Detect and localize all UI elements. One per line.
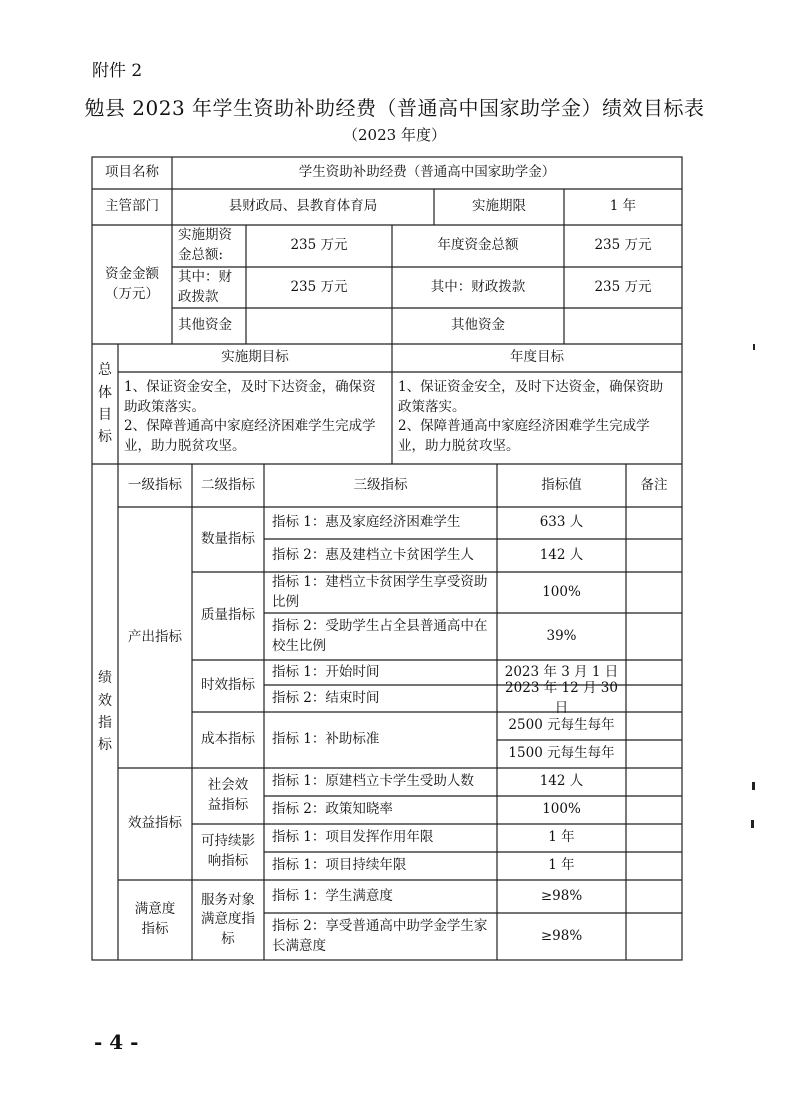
indicator-name: 指标 1：原建档立卡学生受助人数 xyxy=(272,773,474,790)
social-benefit-label: 社会效益指标 xyxy=(207,777,249,813)
indicator-value: 633 人 xyxy=(539,514,584,531)
scan-mark xyxy=(752,782,755,790)
indicator-value: 1 年 xyxy=(548,857,575,874)
department-label: 主管部门 xyxy=(105,198,159,215)
indicator-value: ≥98% xyxy=(540,927,583,944)
indicator-value: 142 人 xyxy=(539,546,584,563)
timeliness-indicator-label: 时效指标 xyxy=(201,677,255,694)
funds-total-label: 实施期资金总额: xyxy=(178,227,232,263)
indicator-name: 指标 1：惠及家庭经济困难学生 xyxy=(272,514,461,531)
document-subtitle: （2023 年度） xyxy=(343,126,446,144)
impl-goal-header: 实施期目标 xyxy=(221,349,289,366)
indicator-value: 39% xyxy=(546,627,577,644)
performance-label: 绩效指标 xyxy=(98,670,112,754)
annual-fiscal-value: 235 万元 xyxy=(594,278,652,295)
indicator-value: 100% xyxy=(542,583,581,600)
col-level1-header: 一级指标 xyxy=(128,476,182,493)
annual-other-value xyxy=(564,308,682,344)
benefit-indicator-label: 效益指标 xyxy=(128,815,182,832)
annual-fiscal-label: 其中：财政拨款 xyxy=(430,278,526,295)
indicator-value: 1 年 xyxy=(548,829,575,846)
period-value: 1 年 xyxy=(609,198,637,215)
funds-label: 资金金额（万元） xyxy=(105,265,159,302)
fiscal-value: 235 万元 xyxy=(290,278,348,295)
annual-other-label: 其他资金 xyxy=(451,317,505,334)
quantity-indicator-label: 数量指标 xyxy=(201,530,255,547)
overall-goal-label: 总体目标 xyxy=(98,362,112,446)
scan-mark xyxy=(753,344,755,350)
indicator-name: 指标 2：结束时间 xyxy=(272,689,380,706)
col-level2-header: 二级指标 xyxy=(201,476,255,493)
annual-goal-header: 年度目标 xyxy=(510,349,564,366)
col-remark-header: 备注 xyxy=(640,476,668,493)
indicator-name: 指标 1：项目发挥作用年限 xyxy=(272,829,434,846)
annual-total-label: 年度资金总额 xyxy=(437,237,519,254)
impl-goal-text: 1、保证资金安全，及时下达资金，确保资助政策落实。 2、保障普通高中家庭经济困难学生完成学业，助力脱贫攻坚。 xyxy=(124,379,376,454)
indicator-value: 2023 年 12 月 30 日 xyxy=(505,679,618,716)
satisfaction-indicator-label: 满意度指标 xyxy=(134,901,176,937)
department-value: 县财政局、县教育体育局 xyxy=(228,198,378,215)
document-title: 勉县 2023 年学生资助补助经费（普通高中国家助学金）绩效目标表 xyxy=(84,96,705,120)
funds-total-value: 235 万元 xyxy=(290,237,348,254)
indicator-value: 2023 年 3 月 1 日 xyxy=(504,663,619,680)
indicator-value: 2500 元每生每年 xyxy=(508,717,615,734)
project-name-value: 学生资助补助经费（普通高中国家助学金） xyxy=(298,164,556,181)
cost-indicator-label: 成本指标 xyxy=(201,731,255,748)
indicator-name: 指标 1：开始时间 xyxy=(272,663,380,680)
indicator-name: 指标 1：建档立卡贫困学生享受资助比例 xyxy=(272,573,488,610)
indicator-value: 100% xyxy=(542,801,581,818)
col-level3-header: 三级指标 xyxy=(353,476,408,493)
other-funds-value xyxy=(246,308,392,344)
annual-total-value: 235 万元 xyxy=(594,237,652,254)
indicator-name: 指标 1：学生满意度 xyxy=(272,887,393,904)
page-number: - 4 - xyxy=(94,1030,139,1054)
indicator-name: 指标 1：补助标准 xyxy=(272,731,380,748)
project-name-label: 项目名称 xyxy=(105,164,159,181)
output-indicator-label: 产出指标 xyxy=(128,628,182,645)
fiscal-label: 其中：财政拨款 xyxy=(178,268,232,305)
quality-indicator-label: 质量指标 xyxy=(201,607,255,624)
attachment-label: 附件 2 xyxy=(92,61,143,81)
period-label: 实施期限 xyxy=(472,198,526,215)
service-satisfaction-label: 服务对象满意度指标 xyxy=(201,891,255,947)
indicator-value: ≥98% xyxy=(540,887,583,904)
indicator-name: 指标 2：享受普通高中助学金学生家长满意度 xyxy=(272,917,488,954)
indicator-value: 1500 元每生每年 xyxy=(508,745,615,762)
scan-mark xyxy=(751,820,754,828)
indicator-name: 指标 1：项目持续年限 xyxy=(272,857,407,874)
indicator-name: 指标 2：受助学生占全县普通高中在校生比例 xyxy=(272,617,488,654)
other-funds-label: 其他资金 xyxy=(178,317,232,334)
indicator-name: 指标 2：政策知晓率 xyxy=(272,801,393,818)
col-value-header: 指标值 xyxy=(541,476,582,493)
annual-goal-text: 1、保证资金安全，及时下达资金，确保资助政策落实。 2、保障普通高中家庭经济困难学生完成学业，助力脱贫攻坚。 xyxy=(398,379,664,454)
sustainability-label: 可持续影响指标 xyxy=(201,833,255,869)
indicator-name: 指标 2：惠及建档立卡贫困学生人 xyxy=(272,546,474,563)
indicator-value: 142 人 xyxy=(539,773,584,790)
